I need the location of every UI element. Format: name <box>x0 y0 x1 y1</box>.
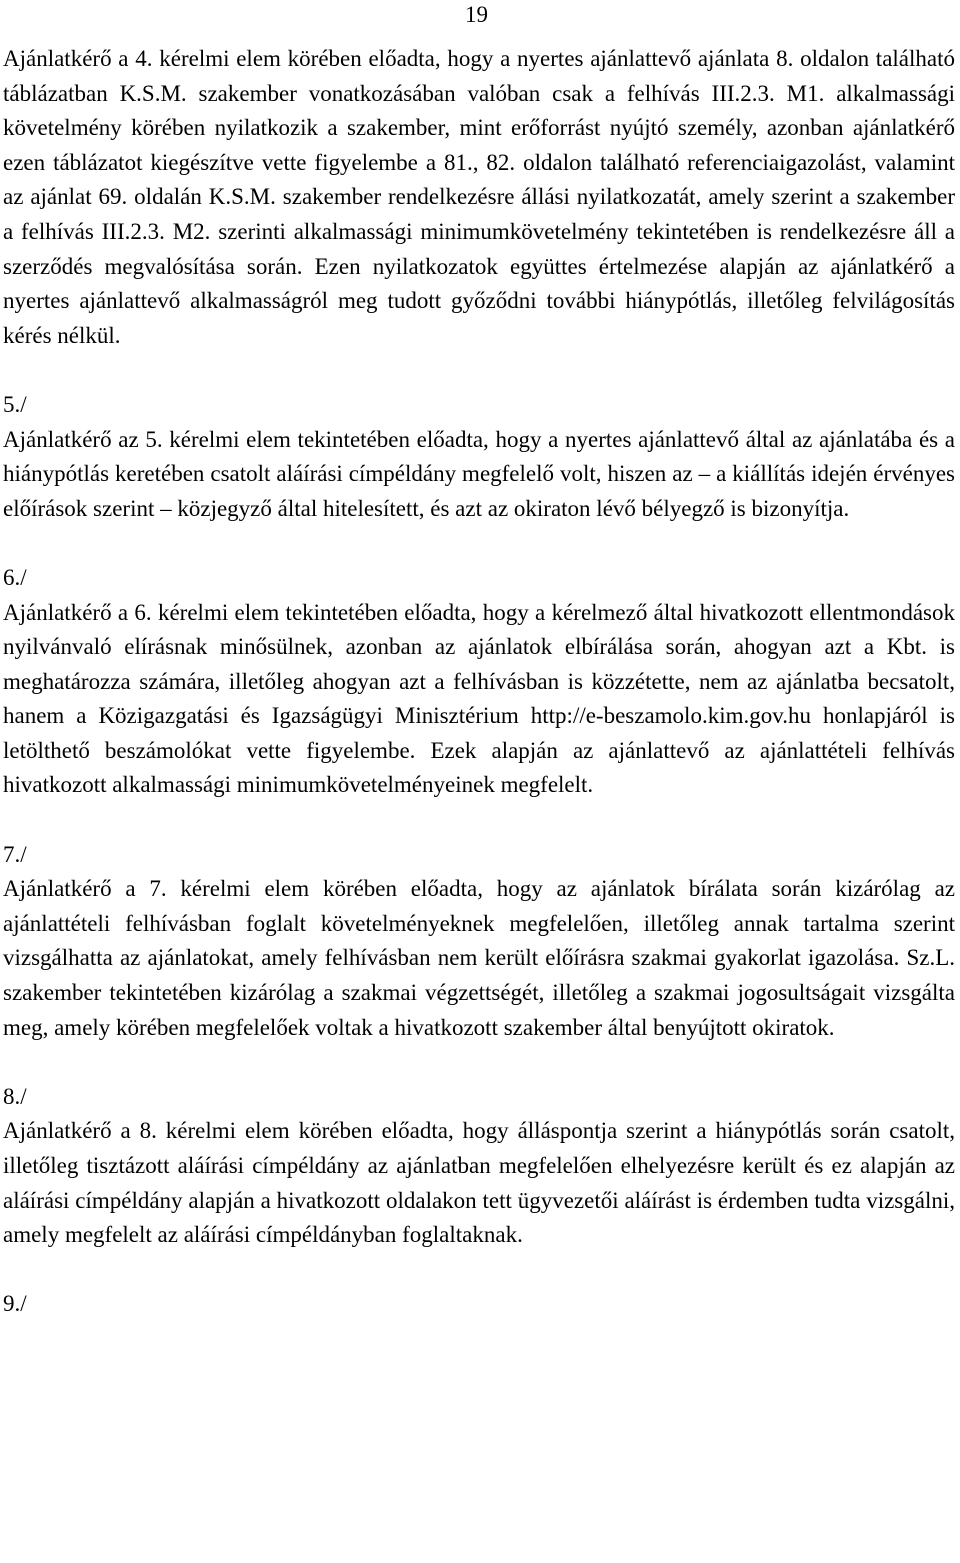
section-paragraph: Ajánlatkérő a 7. kérelmi elem körében előadta, hogy az ajánlatok bírálata során kizárólag az ajánlattételi felhívásban foglalt követelményeknek megfelelően, illetőleg annak tartalma szerint vizsgálhatta az ajánlatokat, amely felhívásban nem került előírásra szakmai gyakorlat igazolása. Sz.L. szakember tekintetében kizárólag a szakmai végzettségét, illetőleg a szakmai jogosultságait vizsgálta meg, amely körében megfelelőek voltak a hivatkozott szakember által benyújtott okiratok. <box>3 876 955 1040</box>
section-number: 9./ <box>3 1291 27 1317</box>
section-paragraph: Ajánlatkérő az 5. kérelmi elem tekintetében előadta, hogy a nyertes ajánlattevő által az ajánlatába és a hiánypótlás keretében csatolt aláírási címpéldány megfelelő volt, hiszen az – a kiállítás idején érvényes előírások szerint – közjegyző által hitelesített, és azt az okiraton lévő bélyegző is bizonyítja. <box>3 426 955 521</box>
section-7 <box>3 838 955 1046</box>
section-paragraph: Ajánlatkérő a 6. kérelmi elem tekintetében előadta, hogy a kérelmező által hivatkozott ellentmondások nyilvánvaló elírásnak minősülnek, azonban az ajánlatok elbírálása során, ahogyan azt a Kbt. is meghatározza számára, illetőleg ahogyan azt a felhívásban is közzétette, nem az ajánlatba becsatolt, hanem a Közigazgatási és Igazságügyi Minisztérium http://e-beszamolo.kim.gov.hu honlapjáról is letölthető beszámolókat vette figyelembe. Ezek alapján az ajánlattevő az ajánlattételi felhívás hivatkozott alkalmassági minimumkövetelményeinek megfelelt. <box>3 599 955 798</box>
page-number: 19 <box>465 2 488 27</box>
section-paragraph: Ajánlatkérő a 8. kérelmi elem körében előadta, hogy álláspontja szerint a hiánypótlás során csatolt, illetőleg tisztázott aláírási címpéldány az ajánlatban megfelelően elhelyezésre került és ez alapján az aláírási címpéldány alapján a hivatkozott oldalakon tett ügyvezetői aláírást is érdemben tudta vizsgálni, amely megfelelt az aláírási címpéldányban foglaltaknak. <box>3 1118 955 1248</box>
document-body <box>3 42 955 1322</box>
intro-paragraph: Ajánlatkérő a 4. kérelmi elem körében előadta, hogy a nyertes ajánlattevő ajánlata 8. oldalon található táblázatban K.S.M. szakember vonatkozásában valóban csak a felhívás III.2.3. M1. alkalmassági követelmény körében nyilatkozik a szakember, mint erőforrást nyújtó személy, azonban ajánlatkérő ezen táblázatot kiegészítve vette figyelembe a 81., 82. oldalon található referenciaigazolást, valamint az ajánlat 69. oldalán K.S.M. szakember rendelkezésre állási nyilatkozatát, amely szerint a szakember a felhívás III.2.3. M2. szerinti alkalmassági minimumkövetelmény tekintetében is rendelkezésre áll a szerződés megvalósítása során. Ezen nyilatkozatok együttes értelmezése alapján az ajánlatkérő a nyertes ajánlattevő alkalmasságról meg tudott győződni további hiánypótlás, illetőleg felvilágosítás kérés nélkül. <box>3 46 955 348</box>
section-9 <box>3 1287 955 1322</box>
section-8 <box>3 1080 955 1253</box>
section-number: 6./ <box>3 564 27 590</box>
section-6 <box>3 561 955 803</box>
section-number: 5./ <box>3 391 27 417</box>
section-number: 8./ <box>3 1083 27 1109</box>
section-5 <box>3 388 955 526</box>
section-number: 7./ <box>3 841 27 867</box>
